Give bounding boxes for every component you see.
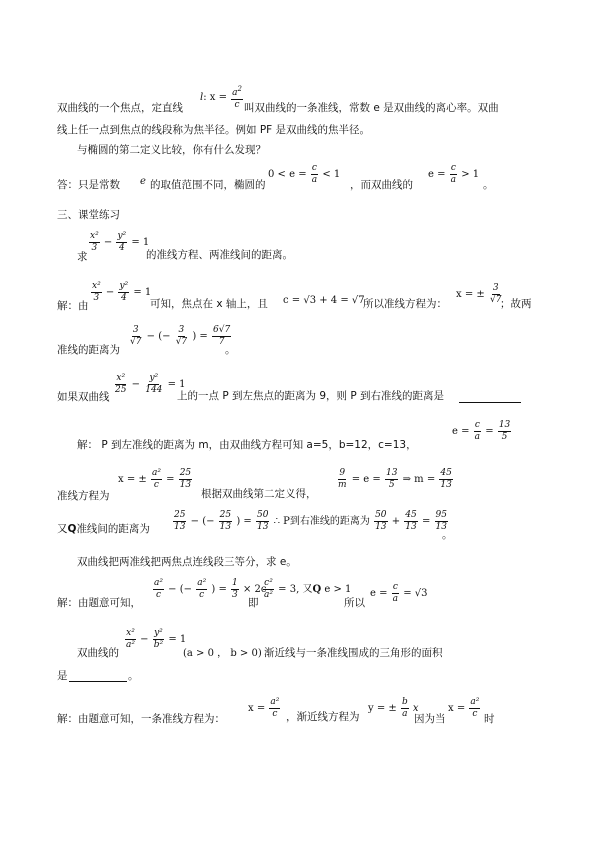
ellipse-eccentricity-formula: 0 < e = $\frac{c}{a}$ < 1 [268,163,341,185]
solution-text: 解： P 到左准线的距离为 m，由双曲线方程可知 a=5，b=12，c=13， [77,439,417,451]
directrix-equation: x = ± $\frac{3}{√7}$ [456,283,502,305]
directrix-distance-formula: $\frac{3}{√7}$ − (− $\frac{3}{√7}$ ) = $\frac{6√7}{7}$ [130,325,231,347]
solution-text: 即 [248,597,259,609]
solution-text: ；故两 [500,298,532,310]
second-definition-formula: $\frac{9}{m}$ = e = $\frac{13}{5}$ ⇒ m = $\frac{45}{13}$ [338,468,452,490]
solution-text: 解：由题意可知， [57,597,141,609]
paragraph-text: 线上任一点到焦点的线段称为焦半径。例如 PF 是双曲线的焦半径。 [57,124,371,136]
paragraph-text: 双曲线的一个焦点，定直线 [57,102,183,114]
focal-distance-formula: c = √3 + 4 = √7 [283,295,365,306]
directrix-equation: x = ± $\frac{\text{a²}}{c}$ = $\frac{25}{13}$ [118,468,192,490]
directrix-value: x = $\frac{\text{a²}}{c}$ [448,697,480,719]
right-directrix-distance-formula: $\frac{25}{13}$ − (− $\frac{25}{13}$ ) = $\frac{50}{13}$ ∴ P到右准线的距离为 $\frac{50}{13}$ + $\frac{45}{13}$ = $\frac{95}{13}$ [174,510,447,532]
parameter-conditions: (a > 0 ， b > 0) [183,648,262,659]
solution-text: 所以准线方程为： [363,298,447,310]
therefore-mark: Q [67,523,77,535]
exercise-text: 求 [77,251,88,263]
answer-text: 的取值范围不同，椭圆的 [150,179,266,191]
question-text: 与椭圆的第二定义比较，你有什么发现？ [77,144,266,156]
because-mark: Q [312,584,322,595]
exercise-text: 是 [57,670,68,682]
solution-text: ，渐近线方程为 [286,711,360,723]
exercise-text: 渐近线与一条准线围成的三角形的面积 [264,647,443,659]
hyperbola-general-equation: $\frac{\text{x²}}{\text{a²}}$ − $\frac{\text{y²}}{\text{b²}}$ = 1 [126,628,187,650]
solution-text: 准线的距离为 [57,344,120,356]
hyperbola-equation: $\frac{\text{x²}}{3}$ − $\frac{\text{y²}}{4}$ = 1 [92,281,152,303]
exercise-text: 。 [128,670,139,682]
section-heading: 三、课堂练习 [57,209,120,221]
exercise-text: 如果双曲线 [57,391,110,403]
answer-text: 。 [483,179,494,191]
hyperbola-eccentricity-formula: e = $\frac{c}{a}$ > 1 [428,163,480,185]
solution-text: 根据双曲线第二定义得， [201,488,317,500]
answer-blank [459,402,521,403]
solution-text: 所以 [344,597,365,609]
directrix-definition-formula: l: x = $\frac{a^2}{c}$ [200,85,242,110]
answer-text: 答：只是常数 [57,179,120,191]
exercise-text: 上的一点 P 到左焦点的距离为 9，则 P 到右准线的距离是 [177,390,445,402]
solution-text: 因为当 [414,713,446,725]
solution-text: 解：由题意可知，一条准线方程为： [57,713,225,725]
answer-blank [69,681,127,682]
solution-text: 。 [225,344,236,356]
solution-text: 时 [484,713,495,725]
paragraph-text: 叫双曲线的一条准线，常数 e 是双曲线的离心率。双曲 [244,102,499,114]
asymptote-equation: y = ± $\frac{b}{a}$ x [368,697,419,719]
directrix-equation: x = $\frac{\text{a²}}{c}$ [248,697,280,719]
hyperbola-equation: $\frac{\text{x²}}{25}$ − $\frac{\text{y²}}{144}$ = 1 [115,373,186,395]
solution-text: 解：由 [57,300,89,312]
eccentricity-formula: e = $\frac{c}{a}$ = $\frac{13}{5}$ [452,420,511,442]
exercise-text: 的准线方程、两准线间的距离。 [146,249,293,261]
eccentricity-result-formula: e = $\frac{c}{a}$ = √3 [370,582,428,604]
exercise-text: 双曲线把两准线把两焦点连线段三等分，求 e。 [77,556,297,568]
math-symbol: e [140,176,146,187]
solution-text: 可知，焦点在 x 轴上，且 [150,298,268,310]
eccentricity-squared-formula: $\frac{\text{c²}}{\text{a²}}$ = 3, 又Q e > 1 [264,578,352,600]
solution-text: 。 [442,529,453,541]
solution-text: 又Q准线间的距离为 [57,523,150,535]
directrix-trisection-formula: $\frac{\text{a²}}{c}$ − (− $\frac{\text{a²}}{c}$ ) = $\frac{1}{3}$ × 2c [154,578,267,600]
exercise-text: 双曲线的 [77,647,119,659]
hyperbola-equation: $\frac{\text{x²}}{3}$ − $\frac{\text{y²}}{4}$ = 1 [90,231,150,253]
answer-text: ，而双曲线的 [350,179,413,191]
solution-text: 准线方程为 [57,490,110,502]
